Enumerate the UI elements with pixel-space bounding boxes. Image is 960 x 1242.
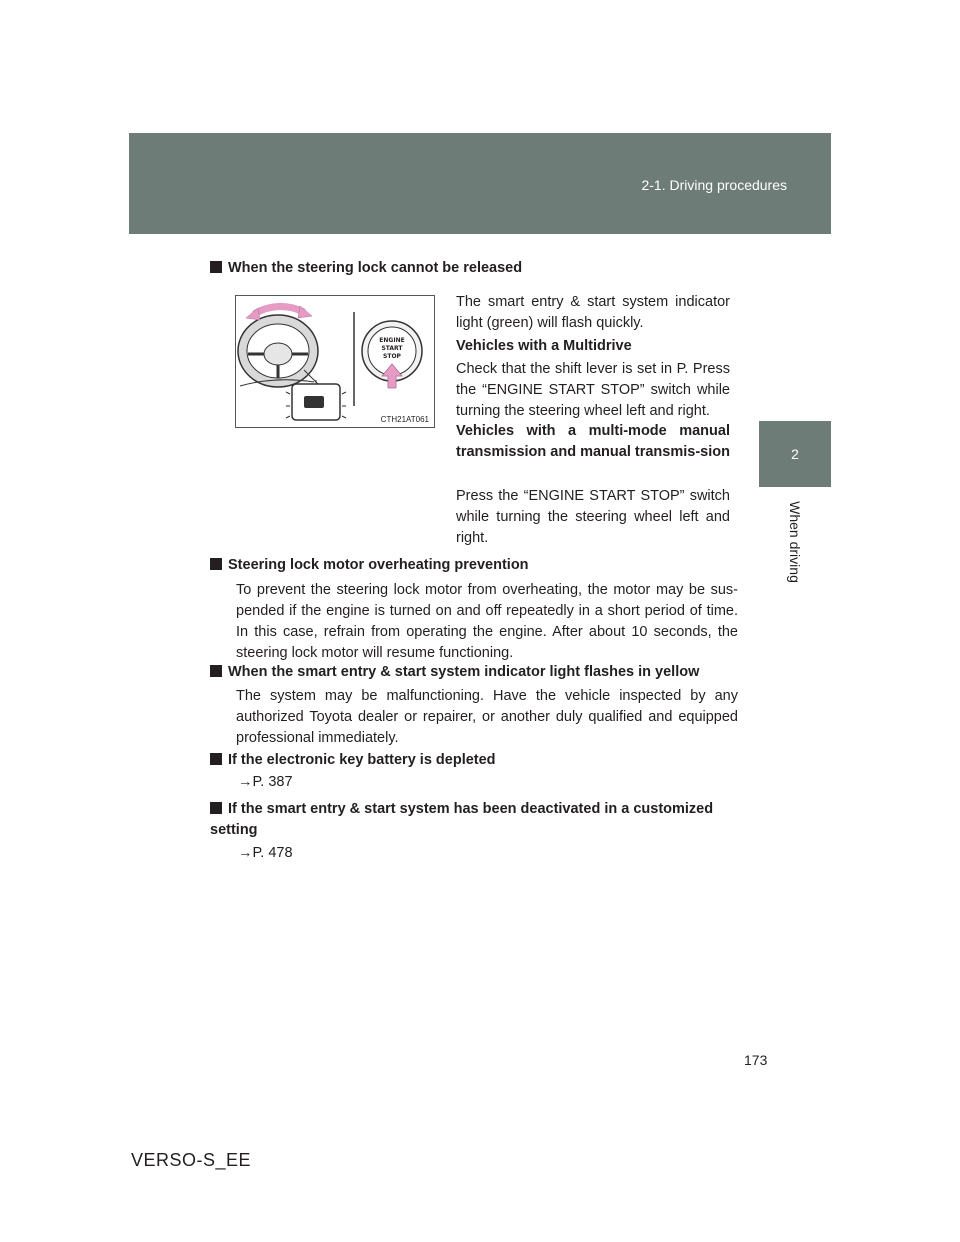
- header-band: [129, 133, 831, 234]
- chapter-side-label: [784, 497, 806, 587]
- overheating-text: To prevent the steering lock motor from overheating, the motor may be sus-pended if the engine is turned on and off repeatedly in a short period of time. In this case, refrain from operating the engine. After about 10 seconds, the steering lock motor will resume functioning.: [236, 582, 738, 661]
- battery-page-ref: →P. 387: [238, 774, 293, 790]
- heading-deactivated: If the smart entry & start system has been deactivated in a customized setting: [210, 801, 714, 838]
- chapter-label-text: When driving: [787, 501, 804, 583]
- manual-text: Press the “ENGINE START STOP” switch while turning the steering wheel left and right.: [456, 488, 730, 546]
- multidrive-title: Vehicles with a Multidrive: [456, 338, 632, 354]
- heading-overheating: Steering lock motor overheating prevention: [210, 555, 529, 576]
- multidrive-text: Check that the shift lever is set in P. Press the “ENGINE START STOP” switch while turning the steering wheel left and right.: [456, 361, 730, 419]
- button-label-line2: START: [381, 345, 403, 352]
- square-bullet-icon: [210, 261, 222, 273]
- yellow-light-text: The system may be malfunctioning. Have the vehicle inspected by any authorized Toyota dealer or repairer, or another duly qualified and equipped professional immediately.: [236, 688, 738, 746]
- figure-code: CTH21AT061: [380, 415, 429, 424]
- steering-wheel-illustration: [236, 296, 434, 427]
- chapter-tab: 2: [759, 421, 831, 487]
- steering-figure: [235, 295, 435, 428]
- model-code: VERSO-S_EE: [131, 1150, 252, 1170]
- heading-steering-lock: When the steering lock cannot be released: [210, 258, 522, 279]
- steering-lock-intro: The smart entry & start system indicator light (green) will flash quickly.: [456, 294, 730, 331]
- manual-title: Vehicles with a multi-mode manual transmission and manual transmis-sion: [456, 423, 730, 460]
- square-bullet-icon: [210, 802, 222, 814]
- square-bullet-icon: [210, 665, 222, 677]
- square-bullet-icon: [210, 558, 222, 570]
- page-number: 173: [744, 1052, 768, 1068]
- section-title: 2-1. Driving procedures: [641, 177, 787, 193]
- button-label-line1: ENGINE: [379, 337, 405, 344]
- square-bullet-icon: [210, 753, 222, 765]
- heading-yellow-light: When the smart entry & start system indicator light flashes in yellow: [210, 662, 699, 683]
- heading-battery: If the electronic key battery is depleted: [210, 750, 496, 771]
- button-label-line3: STOP: [383, 353, 401, 360]
- deactivated-page-ref: →P. 478: [238, 845, 293, 861]
